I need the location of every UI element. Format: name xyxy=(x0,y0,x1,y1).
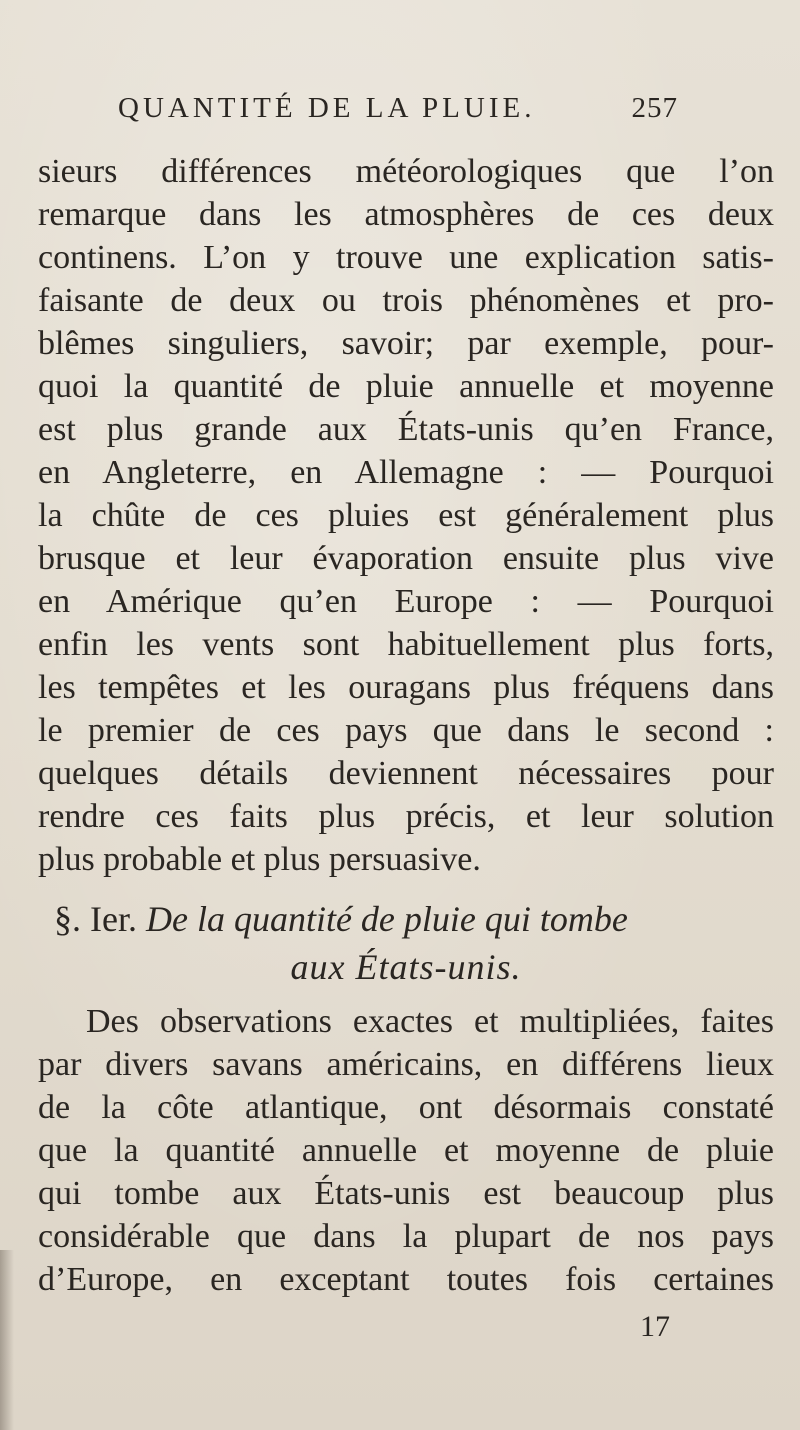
text-line: en Angleterre, en Allemagne : — Pourquoi xyxy=(38,454,774,491)
text-line: la chûte de ces pluies est généralement plus xyxy=(38,497,774,534)
text-line: considérable que dans la plupart de nos pays xyxy=(38,1218,774,1255)
text-line: plus probable et plus persuasive. xyxy=(38,841,481,878)
text-line: par divers savans américains, en différens lieux xyxy=(38,1046,774,1083)
signature-mark: 17 xyxy=(640,1310,670,1343)
text-line: faisante de deux ou trois phénomènes et pro- xyxy=(38,282,774,319)
running-title: QUANTITÉ DE LA PLUIE. xyxy=(118,92,536,124)
text-line: de la côte atlantique, ont désormais constaté xyxy=(38,1089,774,1126)
text-line: rendre ces faits plus précis, et leur solution xyxy=(38,798,774,835)
text-line: remarque dans les atmosphères de ces deux xyxy=(38,196,774,233)
section-heading xyxy=(38,895,774,991)
text-line: quelques détails deviennent nécessaires pour xyxy=(38,755,774,792)
text-line: d’Europe, en exceptant toutes fois certaines xyxy=(38,1261,774,1298)
text-line: les tempêtes et les ouragans plus fréquens dans xyxy=(38,669,774,706)
text-line: en Amérique qu’en Europe : — Pourquoi xyxy=(38,583,774,620)
text-line: continens. L’on y trouve une explication satis- xyxy=(38,239,774,276)
text-line: que la quantité annuelle et moyenne de pluie xyxy=(38,1132,774,1169)
text-line: est plus grande aux États-unis qu’en France, xyxy=(38,411,774,448)
text-line: le premier de ces pays que dans le second : xyxy=(38,712,774,749)
paragraph-2 xyxy=(38,1000,774,1301)
text-line: qui tombe aux États-unis est beaucoup plus xyxy=(38,1175,774,1212)
paragraph-1 xyxy=(38,150,774,881)
running-head xyxy=(118,92,678,132)
text-line: Des observations exactes et multipliées, faites xyxy=(86,1003,774,1040)
section-title-part-1: De la quantité de pluie qui tombe xyxy=(145,899,628,939)
text-line: blêmes singuliers, savoir; par exemple, pour- xyxy=(38,325,774,362)
text-line: quoi la quantité de pluie annuelle et moyenne xyxy=(38,368,774,405)
text-line: sieurs différences météorologiques que l’on xyxy=(38,153,774,190)
text-line: brusque et leur évaporation ensuite plus vive xyxy=(38,540,774,577)
section-heading-line-1 xyxy=(38,895,774,943)
page-number: 257 xyxy=(631,92,678,124)
section-number: §. Ier. xyxy=(54,899,137,939)
text-line: enfin les vents sont habituellement plus forts, xyxy=(38,626,774,663)
page-edge-shadow xyxy=(0,1250,14,1430)
section-title-part-2: aux États-unis. xyxy=(290,947,522,987)
